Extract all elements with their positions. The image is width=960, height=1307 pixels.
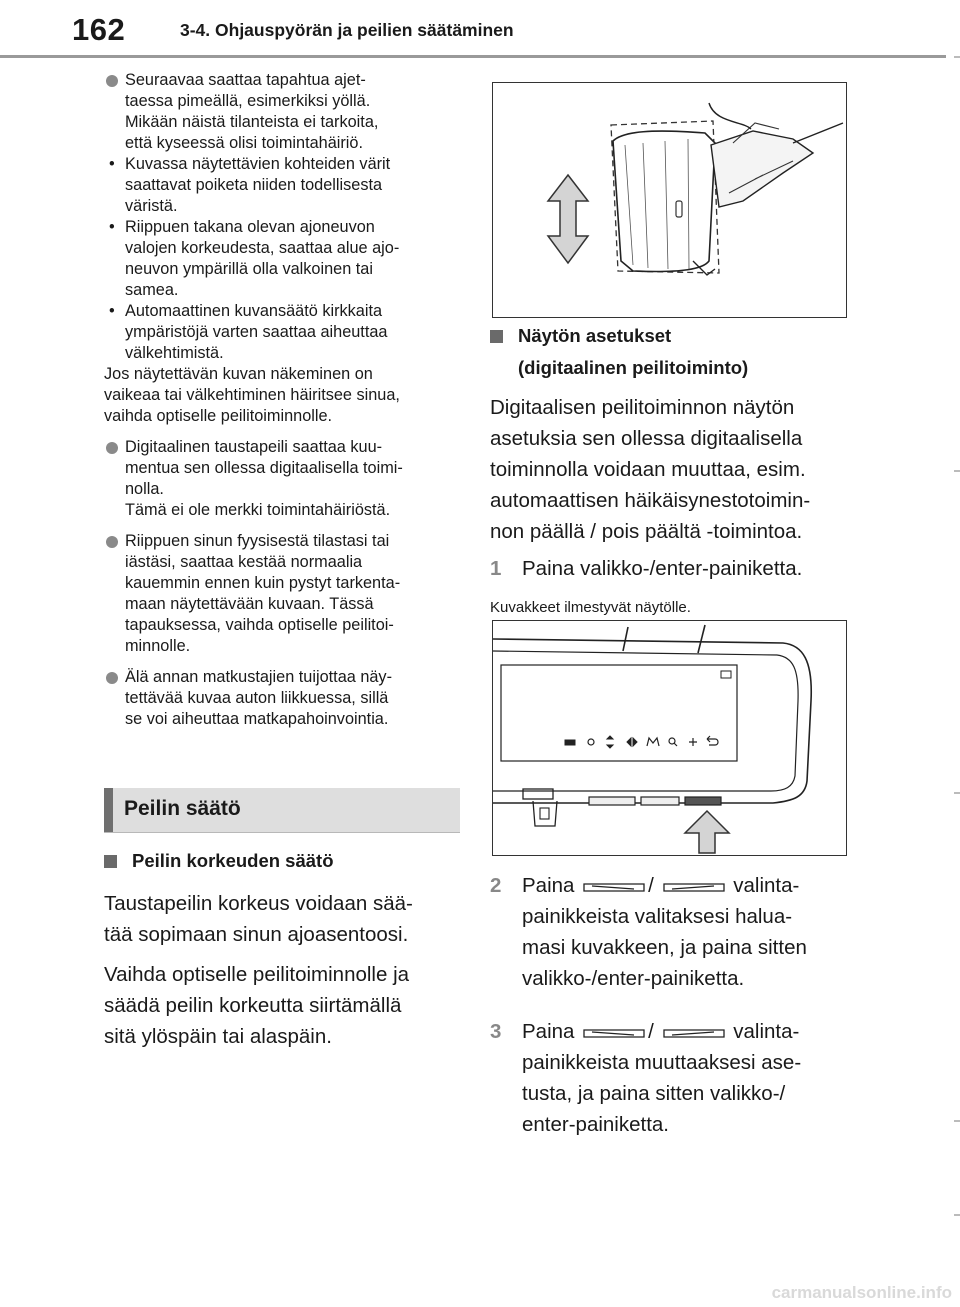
mirror-display-illustration: [493, 621, 846, 855]
perspective-icon: [647, 738, 659, 746]
text-line: Digitaalinen taustapeili saattaa kuu-: [125, 438, 383, 456]
step-text: Paina valikko-/enter-painiketta.: [522, 557, 803, 580]
sub-bullet-marker: •: [109, 302, 115, 320]
separator: /: [648, 1020, 654, 1043]
text-line: masi kuvakkeen, ja paina sitten: [522, 936, 807, 959]
step-1: [490, 553, 845, 584]
left-select-button-icon: [582, 880, 646, 894]
mirror-illustration: [493, 83, 846, 317]
subheading: [490, 320, 845, 384]
bullet-dot-icon: [106, 75, 118, 87]
right-steps: [490, 870, 845, 1140]
text-line: painikkeista valitaksesi halua-: [522, 905, 793, 928]
edge-mark: [954, 1120, 960, 1122]
step-2: [490, 870, 845, 994]
text-line: Vaihda optiselle peilitoiminnolle ja: [104, 963, 410, 986]
left-column: [104, 70, 464, 740]
step-text: Paina: [522, 874, 575, 897]
section-title: 3-4. Ohjauspyörän ja peilien säätäminen: [180, 20, 514, 40]
text-line: vaikeaa tai välkehtiminen häiritsee sinua,: [104, 386, 400, 404]
text-line: nolla.: [125, 480, 164, 498]
edge-mark: [954, 56, 960, 58]
heading-stripe: [104, 788, 113, 832]
text-line: non päällä / pois päältä -toimintoa.: [490, 520, 803, 543]
text-line: toiminnolla voidaan muuttaa, esim.: [490, 458, 806, 481]
text-line: mentua sen ollessa digitaalisella toimi-: [125, 459, 403, 477]
display-mode-icon: [565, 740, 575, 745]
edge-mark: [954, 470, 960, 472]
text-line: Mikään näistä tilanteista ei tarkoita,: [125, 113, 379, 131]
zoom-handle: [674, 743, 677, 746]
text-line: valikko-/enter-painiketta.: [522, 967, 745, 990]
text-line: Digitaalisen peilitoiminnon näytön: [490, 396, 795, 419]
left-lower: [104, 846, 464, 1052]
text-line: väristä.: [125, 197, 178, 215]
text-line: tusta, ja paina sitten valikko-/: [522, 1082, 786, 1105]
page-header: [0, 0, 960, 58]
camera-icon: [721, 671, 731, 678]
paragraph: [490, 392, 845, 547]
cable-line: [709, 103, 751, 129]
back-icon: [707, 736, 718, 745]
text-line: säädä peilin korkeutta siirtämällä: [104, 994, 402, 1017]
mirror-display-figure: [492, 620, 847, 856]
up-down-arrow-icon: [548, 175, 588, 263]
text-line: Jos näytettävän kuvan näkeminen on: [104, 365, 373, 383]
bullet-item: [104, 667, 464, 730]
text-line: enter-painiketta.: [522, 1113, 670, 1136]
header-rule: [0, 55, 946, 58]
bullet-dot-icon: [106, 442, 118, 454]
text-line: tettävää kuvaa auton liikkuessa, sillä: [125, 689, 389, 707]
mirror-mount-base: [533, 801, 557, 826]
text-line: Automaattinen kuvansäätö kirkkaita: [125, 302, 383, 320]
right-column: [490, 320, 845, 618]
menu-enter-button: [685, 797, 721, 805]
plus-icon: [689, 738, 697, 746]
separator: /: [648, 874, 654, 897]
bullet-item: [104, 70, 464, 154]
bullet-item: [104, 437, 464, 521]
sub-bullet-marker: •: [109, 155, 115, 173]
text-line: Näytön asetukset: [518, 325, 672, 346]
shift-icon: [627, 738, 637, 746]
sub-bullet-marker: •: [109, 218, 115, 236]
right-select-button-icon: [662, 1026, 726, 1040]
text-line: Tämä ei ole merkki toimintahäiriöstä.: [125, 501, 391, 519]
square-bullet-icon: [104, 855, 117, 868]
bullet-dot-icon: [106, 536, 118, 548]
edge-mark: [954, 792, 960, 794]
mirror-adjust-figure: [492, 82, 847, 318]
cable-line: [793, 123, 843, 143]
mirror-mount: [711, 131, 813, 207]
page-number: 162: [72, 12, 126, 47]
text-line: kauemmin ennen kuin pystyt tarkenta-: [125, 574, 401, 592]
mirror-inner-frame: [493, 651, 798, 791]
mirror-body: [613, 131, 715, 271]
step-number: 2: [490, 874, 502, 897]
mirror-frame: [493, 639, 811, 803]
subheading-text: Peilin korkeuden säätö: [132, 850, 334, 871]
text-line: Taustapeilin korkeus voidaan sää-: [104, 892, 413, 915]
paragraph: [104, 364, 464, 427]
text-line: samea.: [125, 281, 179, 299]
text-line: välkehtimistä.: [125, 344, 224, 362]
paragraph: [104, 888, 464, 950]
step-number: 3: [490, 1020, 502, 1043]
up-arrow-icon: [685, 811, 729, 853]
square-bullet-icon: [490, 330, 503, 343]
mount-line: [698, 625, 705, 653]
display-area: [501, 665, 737, 761]
text-line: tapauksessa, vaihda optiselle peilitoi-: [125, 616, 394, 634]
text-line: että kyseessä olisi toimintahäiriö.: [125, 134, 363, 152]
text-line: Kuvassa näytettävien kohteiden värit: [125, 155, 391, 173]
text-line: neuvon ympärillä olla valkoinen tai: [125, 260, 373, 278]
step-number: 1: [490, 557, 502, 580]
sub-bullet: [104, 301, 464, 364]
text-line: minnolle.: [125, 637, 191, 655]
text-line: se voi aiheuttaa matkapahoinvointia.: [125, 710, 389, 728]
right-select-button: [641, 797, 679, 805]
text-line: Riippuen takana olevan ajoneuvon: [125, 218, 375, 236]
text-line: taessa pimeällä, esimerkiksi yöllä.: [125, 92, 371, 110]
display-icon-row: [565, 736, 718, 748]
text-line: maan näytettävään kuvaan. Tässä: [125, 595, 374, 613]
brightness-icon: [588, 739, 594, 745]
left-select-button: [589, 797, 635, 805]
text-line: iästäsi, saattaa kestää normaalia: [125, 553, 363, 571]
edge-mark: [954, 1214, 960, 1216]
text-line: tää sopimaan sinun ajoasentoosi.: [104, 923, 409, 946]
mount-line: [623, 627, 628, 651]
step-text: valinta-: [733, 874, 800, 897]
step-text: Paina: [522, 1020, 575, 1043]
left-select-button-icon: [582, 1026, 646, 1040]
sub-bullet: [104, 217, 464, 301]
section-heading: [104, 788, 460, 833]
tilt-icon: [607, 736, 613, 748]
bullet-item: [104, 531, 464, 657]
text-line: painikkeista muuttaaksesi ase-: [522, 1051, 802, 1074]
right-select-button-icon: [662, 880, 726, 894]
text-line: valojen korkeudesta, saattaa alue ajo-: [125, 239, 400, 257]
text-line: (digitaalinen peilitoiminto): [518, 357, 749, 378]
text-line: sitä ylöspäin tai alaspäin.: [104, 1025, 332, 1048]
step-3: [490, 1016, 845, 1140]
subheading: [104, 846, 464, 876]
note-text: Kuvakkeet ilmestyvät näytölle.: [490, 599, 691, 616]
text-line: Älä annan matkustajien tuijottaa näy-: [125, 668, 392, 686]
section-heading-text: Peilin säätö: [124, 797, 241, 820]
text-line: saattavat poiketa niiden todellisesta: [125, 176, 383, 194]
step-text: valinta-: [733, 1020, 800, 1043]
bullet-dot-icon: [106, 672, 118, 684]
paragraph: [104, 959, 464, 1052]
text-line: Riippuen sinun fyysisestä tilastasi tai: [125, 532, 390, 550]
sensor-icon: [540, 808, 549, 819]
text-line: automaattisen häikäisynestotoimin-: [490, 489, 811, 512]
text-line: vaihda optiselle peilitoiminnolle.: [104, 407, 333, 425]
sub-bullet: [104, 154, 464, 217]
text-line: Seuraavaa saattaa tapahtua ajet-: [125, 71, 366, 89]
text-line: asetuksia sen ollessa digitaalisella: [490, 427, 803, 450]
watermark: carmanualsonline.info: [771, 1283, 952, 1302]
text-line: ympäristöjä varten saattaa aiheuttaa: [125, 323, 388, 341]
